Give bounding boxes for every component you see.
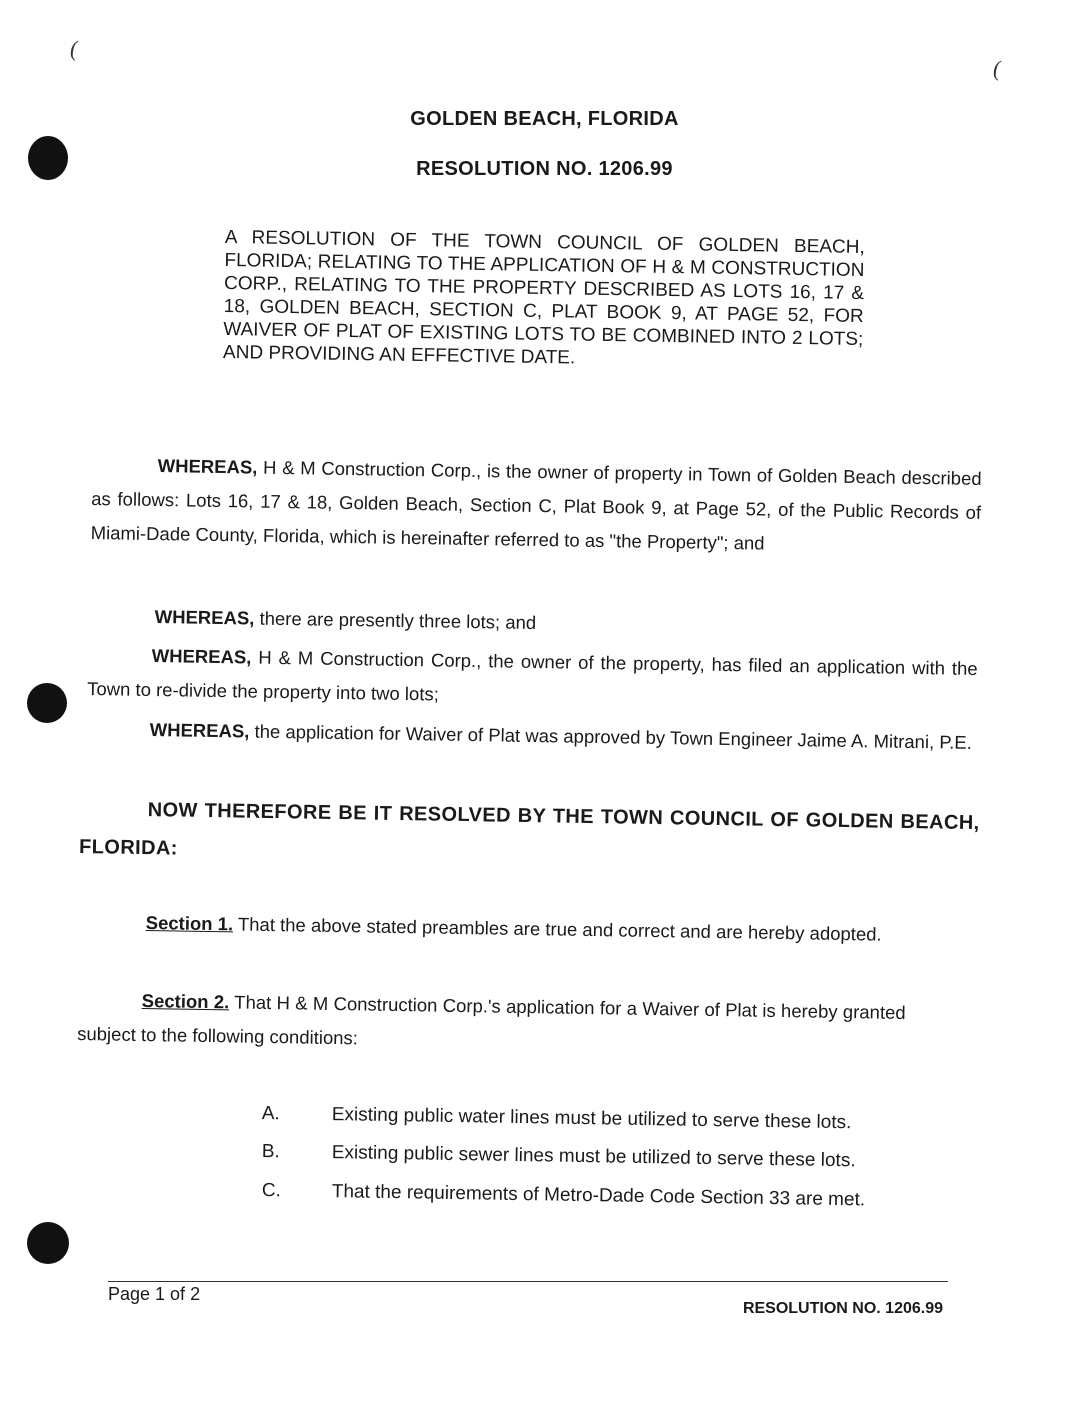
whereas-clause-3 <box>87 638 978 720</box>
whereas-clause-4 <box>85 712 975 760</box>
section-1 <box>79 905 971 953</box>
condition-a-text: Existing public water lines must be utilized to serve these lots. <box>331 1104 852 1134</box>
condition-b <box>262 1141 942 1174</box>
section-2 <box>77 983 906 1064</box>
section-2-text: That H & M Construction Corp.'s application for a Waiver of Plat is hereby granted subject to the following conditions: <box>77 991 906 1049</box>
resolution-heading: RESOLUTION NO. 1206.99 <box>416 158 673 180</box>
whereas-lead: WHEREAS, <box>149 719 250 742</box>
punch-hole-bottom <box>27 1222 69 1264</box>
whereas-lead: WHEREAS, <box>151 645 252 668</box>
condition-a-letter: A. <box>261 1103 280 1125</box>
whereas-text: H & M Construction Corp., the owner of the property, has filed an application with the Town to re-divide the property into two lots; <box>87 646 978 705</box>
whereas-lead: WHEREAS, <box>157 455 258 478</box>
resolved-clause: NOW THEREFORE BE IT RESOLVED BY THE TOWN COUNCIL OF GOLDEN BEACH, FLORIDA: <box>78 799 980 860</box>
resolution-summary: A RESOLUTION OF THE TOWN COUNCIL OF GOLDEN BEACH, FLORIDA; RELATING TO THE APPLICATION OF H & M CONSTRUCTION CORP., RELATING TO THE PROPERTY DESCRIBED AS LOTS 16, 17 & 18, GOLDEN BEACH, SECTION C, PLAT BOOK 9, AT PAGE 52, FOR WAIVER OF PLAT OF EXISTING LOTS TO BE COMBINED INTO 2 LOTS; AND PROVIDING AN EFFECTIVE DATE. <box>222 226 865 369</box>
whereas-text: H & M Construction Corp., is the owner of property in Town of Golden Beach described as follows: Lots 16, 17 & 18, Golden Beach, Section C, Plat Book 9, at Page 52, of the Public Records of Miami-Dade County, Florida, which is hereinafter referred to as "the Property"; and <box>90 456 982 554</box>
section-1-text: That the above stated preambles are true and correct and are hereby adopted. <box>232 913 882 945</box>
section-1-label: Section 1. <box>145 912 234 935</box>
whereas-text: the application for Waiver of Plat was approved by Town Engineer Jaime A. Mitrani, P.E. <box>249 720 973 753</box>
section-2-label: Section 2. <box>141 990 230 1013</box>
condition-a <box>262 1103 942 1136</box>
municipality-heading: GOLDEN BEACH, FLORIDA <box>410 108 679 130</box>
footer-divider <box>108 1281 948 1282</box>
whereas-lead: WHEREAS, <box>154 605 255 629</box>
margin-mark-top-right: ( <box>993 56 1001 81</box>
footer-resolution-number: RESOLUTION NO. 1206.99 <box>742 1300 943 1317</box>
condition-b-text: Existing public sewer lines must be utilized to serve these lots. <box>331 1142 856 1172</box>
punch-hole-middle <box>27 683 67 723</box>
condition-c <box>262 1180 942 1213</box>
whereas-text: there are presently three lots; and <box>254 607 537 633</box>
margin-mark-top-left: ( <box>70 36 78 61</box>
condition-c-text: That the requirements of Metro-Dade Code Section 33 are met. <box>331 1181 866 1211</box>
condition-c-letter: C. <box>261 1180 281 1202</box>
condition-b-letter: B. <box>261 1141 280 1163</box>
whereas-clause-1 <box>90 448 981 564</box>
whereas-clause-2 <box>154 600 974 647</box>
page-number: Page 1 of 2 <box>108 1284 201 1304</box>
